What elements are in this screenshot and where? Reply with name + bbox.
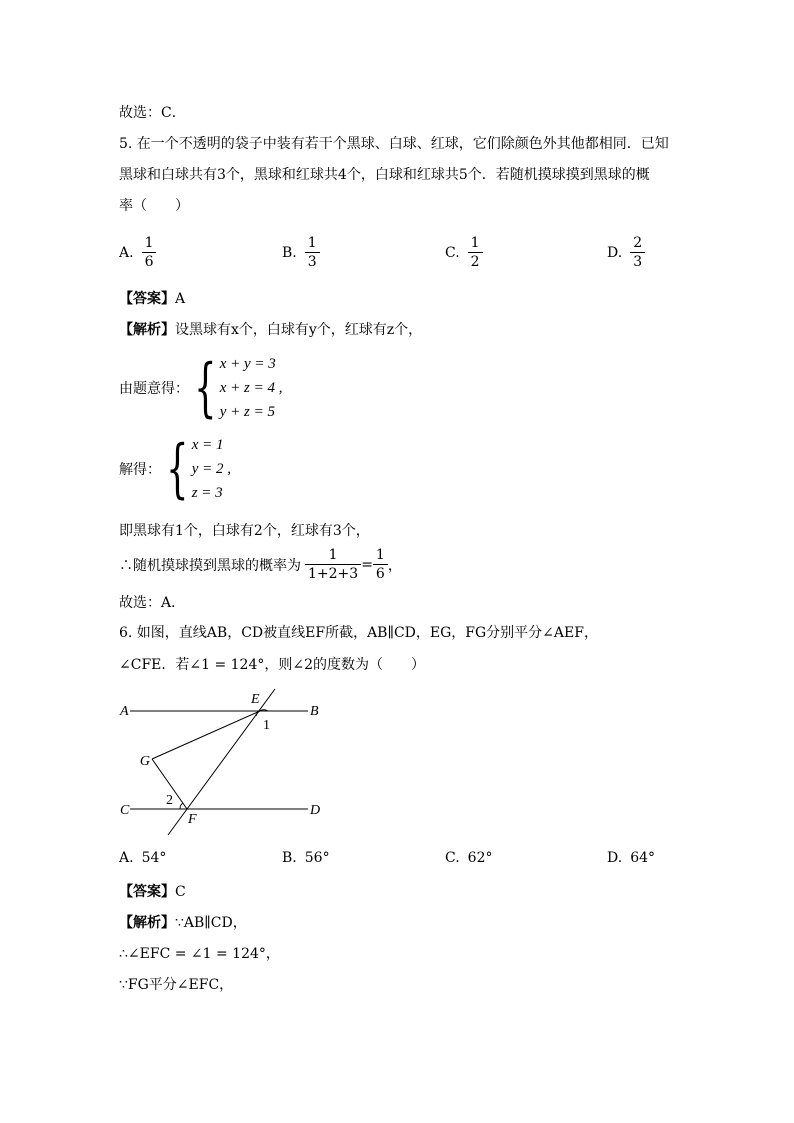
fraction: $\frac{1}{3}$ bbox=[305, 234, 320, 271]
q6-option-a: A. 54° bbox=[119, 850, 167, 866]
q5-option-b: B. $\frac{1}{3}$ bbox=[282, 234, 320, 271]
label-angle-2: 2 bbox=[166, 793, 173, 808]
angle-2-arc bbox=[180, 803, 183, 809]
q6-analysis-line3: ∵FG平分∠EFC， bbox=[119, 977, 234, 993]
q5-final: 故选：A． bbox=[119, 595, 186, 611]
q5-option-d: D. $\frac{2}{3}$ bbox=[607, 234, 645, 271]
segment-eg bbox=[152, 711, 260, 759]
q5-stem-line1: 5. 在一个不透明的袋子中装有若干个黑球、白球、红球，它们除颜色外其他都相同．已知 bbox=[119, 136, 669, 152]
q6-figure bbox=[110, 683, 340, 843]
q5-given-system: 由题意得： { x + y = 3 x + z = 4 , y + z = 5 bbox=[119, 351, 283, 425]
fraction: $\frac{2}{3}$ bbox=[630, 234, 645, 271]
q5-stem-line2: 黑球和白球共有3个，黑球和红球共4个，白球和红球共5个．若随机摸球摸到黑球的概 bbox=[119, 167, 650, 183]
label-d: D bbox=[310, 803, 321, 818]
q6-option-c: C. 62° bbox=[445, 850, 493, 866]
q6-analysis-line1: 【解析】∵AB∥CD， bbox=[119, 915, 247, 931]
q5-stem-line3: 率（ ） bbox=[119, 198, 189, 214]
fraction: $\frac{1}{6}$ bbox=[142, 234, 157, 271]
q5-answer: 【答案】A bbox=[119, 291, 186, 307]
q5-solve-system: 解得： { x = 1 y = 2 , z = 3 bbox=[119, 432, 231, 506]
label-c: C bbox=[120, 803, 130, 818]
fraction: $\frac{1}{6}$ bbox=[373, 546, 388, 583]
fraction: $\frac{1}{2}$ bbox=[468, 234, 483, 271]
prev-answer: 故选：C． bbox=[119, 105, 186, 121]
q6-analysis-line2: ∴∠EFC = ∠1 = 124°， bbox=[119, 946, 280, 962]
label-f: F bbox=[188, 812, 197, 827]
q5-analysis-line1: 【解析】设黑球有x个，白球有y个，红球有z个， bbox=[119, 322, 423, 338]
label-angle-1: 1 bbox=[263, 718, 270, 733]
label-b: B bbox=[310, 704, 319, 719]
q6-option-b: B. 56° bbox=[282, 850, 330, 866]
q5-option-a: A. $\frac{1}{6}$ bbox=[119, 234, 156, 271]
q6-answer: 【答案】C bbox=[119, 884, 186, 900]
label-g: G bbox=[139, 754, 150, 769]
q5-probability-line: ∴随机摸球摸到黑球的概率为 $\frac{1}{1+2+3}$ = $\frac{1}{6}$ ， bbox=[119, 547, 402, 582]
fraction: $\frac{1}{1+2+3}$ bbox=[305, 546, 361, 583]
q6-stem-line1: 6. 如图，直线AB，CD被直线EF所截，AB∥CD，EG，FG分别平分∠AEF， bbox=[119, 625, 598, 641]
label-e: E bbox=[251, 692, 260, 707]
label-a: A bbox=[120, 704, 129, 719]
q6-stem-line2: ∠CFE．若∠1 = 124°，则∠2的度数为（ ） bbox=[119, 657, 426, 673]
q6-option-d: D. 64° bbox=[607, 850, 656, 866]
q5-result-line: 即黑球有1个，白球有2个，红球有3个， bbox=[119, 523, 370, 539]
q5-option-c: C. $\frac{1}{2}$ bbox=[445, 234, 483, 271]
